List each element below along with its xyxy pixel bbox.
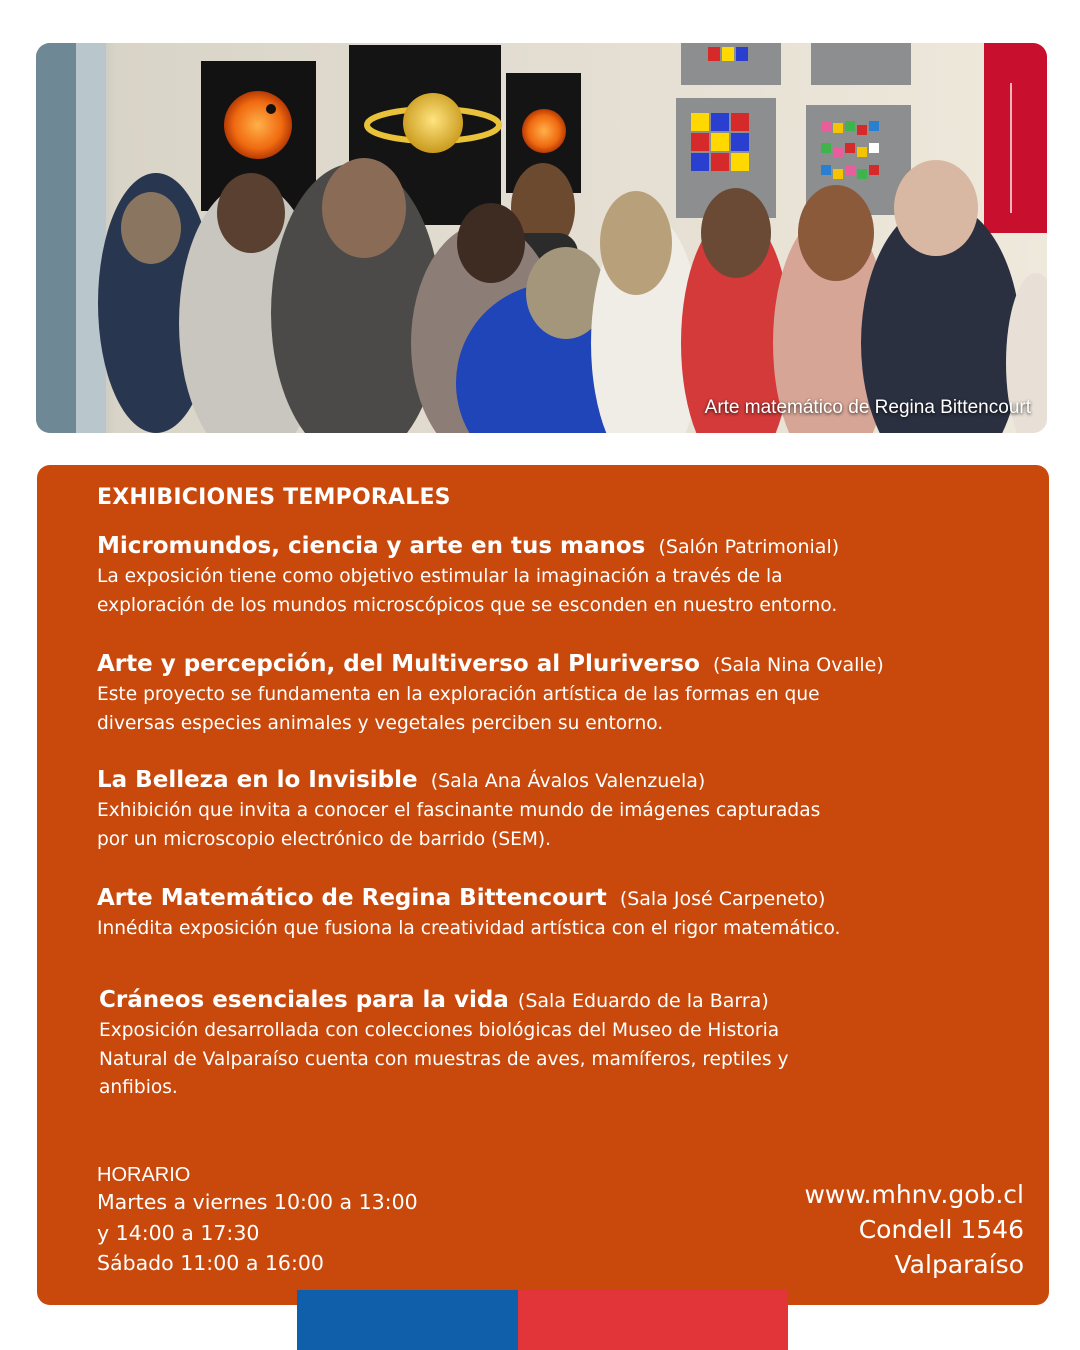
exhibit-description-line: diversas especies animales y vegetales perciben su entorno. xyxy=(97,712,664,734)
exhibit-room: (Sala Ana Ávalos Valenzuela) xyxy=(430,770,706,792)
city-line: Valparaíso xyxy=(894,1250,1024,1279)
exhibit-item xyxy=(97,883,997,944)
exhibit-description-line: Innédita exposición que fusiona la creatividad artística con el rigor matemático. xyxy=(97,918,841,939)
exhibit-item xyxy=(97,649,997,738)
hours-line: Sábado 11:00 a 16:00 xyxy=(97,1251,324,1275)
exhibit-description-line: Este proyecto se fundamenta en la exploración artística de las formas en que xyxy=(97,684,820,705)
exhibit-room: (Sala Eduardo de la Barra) xyxy=(517,990,769,1012)
exhibit-description-line: Exhibición que invita a conocer el fascinante mundo de imágenes capturadas xyxy=(97,800,821,821)
hours-line: Martes a viernes 10:00 a 13:00 xyxy=(97,1190,418,1214)
exhibit-description xyxy=(97,563,977,620)
exhibit-item xyxy=(99,985,999,1103)
flag-blue-bar xyxy=(297,1290,518,1350)
hours-line: y 14:00 a 17:30 xyxy=(97,1220,260,1245)
exhibit-item xyxy=(97,765,997,854)
exhibit-description xyxy=(97,915,977,944)
section-title: EXHIBICIONES TEMPORALES xyxy=(97,485,451,510)
contact-info xyxy=(804,1177,1024,1282)
exhibit-room: (Sala Nina Ovalle) xyxy=(712,654,884,676)
photo-illustration xyxy=(36,43,1047,433)
hours-label: HORARIO xyxy=(97,1164,191,1186)
exhibit-name: Micromundos, ciencia y arte en tus manos xyxy=(97,533,646,559)
photo-caption: Arte matemático de Regina Bittencourt xyxy=(704,397,1031,418)
exhibition-photo xyxy=(36,43,1047,433)
exhibit-name: Arte Matemático de Regina Bittencourt xyxy=(97,885,607,911)
exhibitions-panel xyxy=(37,465,1049,1305)
exhibit-name: Cráneos esenciales para la vida xyxy=(99,987,509,1013)
exhibit-description-line: Natural de Valparaíso cuenta con muestras de aves, mamíferos, reptiles y xyxy=(99,1048,789,1070)
flag-red-bar xyxy=(518,1290,788,1350)
exhibit-description xyxy=(97,797,977,854)
exhibit-item xyxy=(97,531,997,620)
exhibit-description-line: exploración de los mundos microscópicos que se esconden en nuestro entorno. xyxy=(97,594,838,616)
exhibit-room: (Sala José Carpeneto) xyxy=(619,888,826,910)
exhibit-description xyxy=(99,1017,979,1103)
exhibit-name: Arte y percepción, del Multiverso al Pluriverso xyxy=(97,651,700,677)
exhibit-description xyxy=(97,681,977,738)
exhibit-description-line: por un microscopio electrónico de barrido (SEM). xyxy=(97,828,552,850)
exhibit-description-line: La exposición tiene como objetivo estimular la imaginación a través de la xyxy=(97,566,783,587)
address-line: Condell 1546 xyxy=(858,1215,1024,1244)
exhibit-description-line: Exposición desarrollada con colecciones biológicas del Museo de Historia xyxy=(99,1020,780,1041)
exhibit-description-line: anfibios. xyxy=(99,1077,178,1098)
website-link[interactable]: www.mhnv.gob.cl xyxy=(804,1180,1024,1209)
opening-hours xyxy=(97,1163,418,1279)
exhibit-room: (Salón Patrimonial) xyxy=(658,536,840,558)
exhibit-name: La Belleza en lo Invisible xyxy=(97,767,418,793)
